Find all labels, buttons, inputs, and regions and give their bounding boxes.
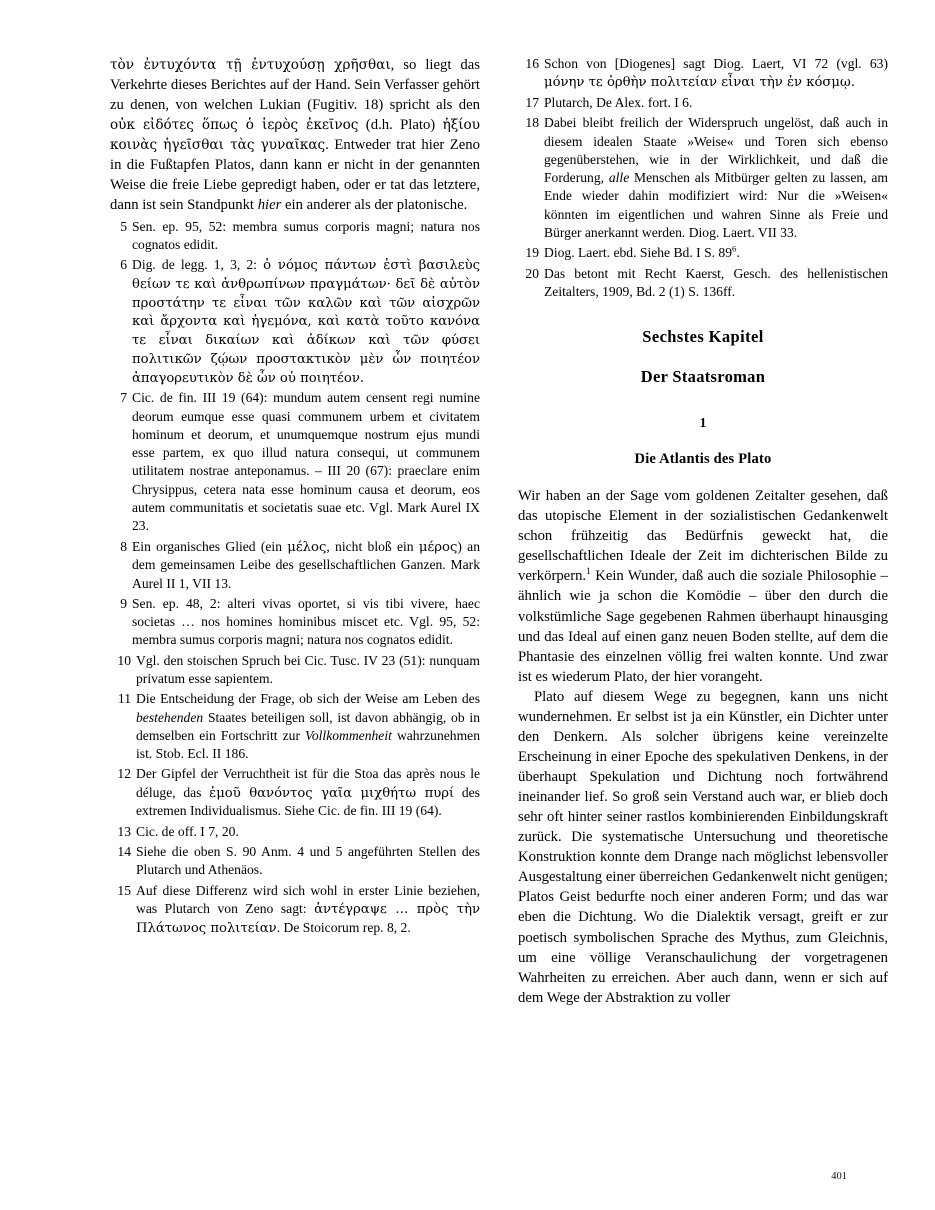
- footnote-number: 12: [117, 766, 131, 782]
- footnote-text: Sen. ep. 95, 52: membra sumus corporis magni; natura nos cognatos edidit.: [132, 218, 480, 252]
- footnote-item: [110, 652, 480, 689]
- footnote-item: [110, 843, 480, 880]
- footnote-text: Plutarch, De Alex. fort. I 6.: [544, 95, 693, 111]
- footnote-item: [518, 114, 888, 242]
- footnote-number: 11: [117, 691, 131, 707]
- continued-footnote-text: τὸν ἐντυχόντα τῇ ἐντυχούσῃ χρῆσθαι, so liegt das Verkehrte dieses Berichtes auf der Hand. Sein Verfasser gehört zu denen, von welchen Lukian (Fugitiv. 18) spricht als den οὐκ εἰδότες ὅπως ὁ ἱερὸς ἐκεῖνος (d.h. Plato) ἠξίου κοινὰς ἡγεῖσθαι τὰς γυναῖκας. Entweder trat hier Zeno in die Fußtapfen Platos, dann kann er nicht in der genannten Weise die freie Liebe gepredigt haben, oder er tat das letztere, dann ist sein Standpunkt hier ein anderer als der platonische.: [110, 57, 480, 214]
- footnote-text: Vgl. den stoischen Spruch bei Cic. Tusc. IV 23 (51): nunquam privatum esse sapientem.: [136, 652, 480, 686]
- footnote-text: Das betont mit Recht Kaerst, Gesch. des hellenistischen Zeitalters, 1909, Bd. 2 (1) S. 136ff.: [544, 265, 888, 299]
- footnote-text: Ein organisches Glied (ein μέλος, nicht bloß ein μέρος) an dem gemeinsamen Leibe des gesellschaftlichen Ganzen. Mark Aurel II 1, VII 13.: [132, 538, 481, 591]
- footnote-text: Cic. de fin. III 19 (64): mundum autem censent regi numine deorum eumque esse quasi communem urbem et civitatem hominum et deorum, et unumquemque nostrum ejus mundi esse partem, ex quo illud natura consequi, ut communem utilitatem nostrae anteponamus. – III 20 (67): praeclare enim Chrysippus, cetera nata esse hominum causa et deorum, eos autem communitatis et societatis suae etc. Vgl. Mark Aurel IX 23.: [132, 390, 480, 534]
- footnote-text: Der Gipfel der Verruchtheit ist für die Stoa das après nous le déluge, das ἐμοῦ θανόντος γαῖα μιχθήτω πυρί des extremen Individualismus. Siehe Cic. de fin. III 19 (64).: [136, 766, 480, 819]
- footnote-text: Auf diese Differenz wird sich wohl in erster Linie beziehen, was Plutarch von Zeno sagt: ἀντέγραψε … πρὸς τὴν Πλάτωνος πολιτείαν. De Stoicorum rep. 8, 2.: [136, 882, 480, 936]
- footnote-number: 10: [117, 652, 131, 668]
- footnote-number: 18: [525, 115, 539, 131]
- body-paragraph: Plato auf diesem Wege zu begegnen, kann uns nicht wundernehmen. Er selbst ist ja ein Künstler, ein Dichter unter den Denkern. Als solcher übrigens keine vereinzelte Erscheinung in einer Epoche des spekulativen Denkens, in der überhaupt Spekulation und Dichtung noch fortwährend ineinander lief. So groß sein Verstand auch war, er blieb doch sehr oft hinter seiner rastlos kombinierenden Einbildungskraft zurück. Die systematische Untersuchung und theoretische Konstruktion konnte dem Drange nach möglichst lebensvoller Ausgestaltung einer überreichen Gedankenwelt nicht genügen; Platos Geist bedurfte noch einer anderen Form; und das war eben die Dichtung. Wo die Dialektik versagt, greift er zur poetisch symbolischen Sprache des Mythus, zum Gleichnis, um eine völlige Veranschaulichung der vorgetragenen Wahrheiten zu erreichen. Aber auch dann, wenn er sich auf dem Wege der Abstraktion zu voller: [518, 688, 888, 1006]
- footnote-number: 5: [120, 218, 127, 234]
- footnote-item: [110, 218, 480, 255]
- footnote-text: Cic. de off. I 7, 20.: [136, 823, 239, 839]
- footnote-number: 20: [525, 265, 539, 281]
- footnote-number: 6: [120, 257, 127, 273]
- footnote-item: [518, 94, 888, 112]
- footnote-item: [110, 882, 480, 938]
- footnote-item: [110, 595, 480, 650]
- footnote-item: [518, 265, 888, 302]
- body-paragraph: Wir haben an der Sage vom goldenen Zeitalter gesehen, daß das utopische Element in der sozialistischen Gedankenwelt schon frühzeitig das Bedürfnis geweckt hat, die gesellschaftlichen Ideale der Zeit im dichterischen Bilde zu verkörpern.$^1$ Kein Wunder, daß auch die soziale Philosophie – ähnlich wie ja schon die Komödie – über den durch die volkstümliche Sage gegebenen Rahmen überhaupt hinausging und das Ideal auf einen ganz neuen Boden stellte, auf dem die Phantasie des einzelnen völlig frei walten konnte. Und zwar ist es wiederum Plato, der hier vorangeht.: [518, 488, 888, 685]
- footnote-list-left: [110, 218, 480, 938]
- chapter-heading-block: [518, 327, 888, 468]
- footnote-number: 19: [525, 245, 539, 261]
- footnote-number: 9: [120, 595, 127, 611]
- footnote-number: 15: [117, 882, 131, 898]
- footnote-item: [110, 538, 480, 593]
- footnote-list-right: [518, 55, 888, 301]
- footnote-text: Dig. de legg. 1, 3, 2: ὁ νόμος πάντων ἐστὶ βασιλεὺς θείων τε καὶ ἀνθρωπίνων πραγμάτων· δεῖ δὲ αὐτὸν προστάτην τε εἶναι τῶν καλῶν καὶ τῶν αἰσχρῶν καὶ ἄρχοντα καὶ ἡγεμόνα, καὶ κατὰ τοῦτο κανόνα τε εἶναι δικαίων καὶ ἀδίκων καὶ τῶν φύσει πολιτικῶν ζῴων προστακτικὸν μὲν ὧν ποιητέον ἀπαγορευτικὸν δὲ ὧν οὐ ποιητέον.: [132, 257, 480, 386]
- two-column-layout: [110, 55, 888, 1155]
- right-column: [518, 55, 888, 1155]
- footnote-number: 17: [525, 95, 539, 111]
- footnote-item: [110, 389, 480, 535]
- footnote-number: 13: [117, 823, 131, 839]
- footnote-text: Diog. Laert. ebd. Siehe Bd. I S. $89^6$.: [544, 243, 740, 261]
- footnote-item: [518, 244, 888, 262]
- section-title: Die Atlantis des Plato: [634, 451, 772, 468]
- footnote-number: 8: [120, 538, 127, 554]
- footnote-item: [518, 55, 888, 92]
- section-number: 1: [699, 415, 707, 431]
- footnote-number: 14: [117, 844, 131, 859]
- footnote-item: [110, 823, 480, 841]
- footnote-text: Sen. ep. 48, 2: alteri vivas oportet, si vis tibi vivere, haec societas … nos homines hominibus miscet etc. Vgl. 95, 52: membra sumus corporis magni; natura nos cognatos edidit.: [132, 595, 480, 648]
- left-column: [110, 55, 480, 1155]
- footnote-number: 16: [525, 56, 539, 71]
- page-number: 401: [831, 1171, 847, 1182]
- footnote-number: 7: [120, 390, 127, 406]
- footnote-item: [110, 256, 480, 387]
- footnote-text: Die Entscheidung der Frage, ob sich der Weise am Leben des bestehenden Staates beteiligen soll, ist davon abhängig, ob in demselben ein Fortschritt zur Vollkommenheit wahrzunehmen ist. Stob. Ecl. II 186.: [136, 691, 480, 762]
- footnote-text: Schon von [Diogenes] sagt Diog. Laert, VI 72 (vgl. 63) μόνην τε ὀρθὴν πολιτείαν εἶναι τὴν ἐν κόσμῳ.: [544, 56, 888, 91]
- footnote-item: [110, 690, 480, 763]
- chapter-title: Der Staatsroman: [640, 367, 766, 387]
- footnote-item: [110, 765, 480, 820]
- footnote-text: Dabei bleibt freilich der Widerspruch ungelöst, daß auch in diesem idealen Staate »Weise« und Toren sich ebenso gegenüberstehen, wie in der Wirklichkeit, und daß die Forderung, alle Menschen als Mitbürger gelten zu lassen, am Ende wieder dahin modifiziert wird: Nur die »Weisen« könnten im eigentlichen und wahren Sinne als Freie und Bürger anerkannt werden. Diog. Laert. VII 33.: [544, 115, 888, 240]
- chapter-number: Sechstes Kapitel: [642, 327, 764, 347]
- footnote-text: Siehe die oben S. 90 Anm. 4 und 5 angeführten Stellen des Plutarch und Athenäos.: [136, 844, 480, 878]
